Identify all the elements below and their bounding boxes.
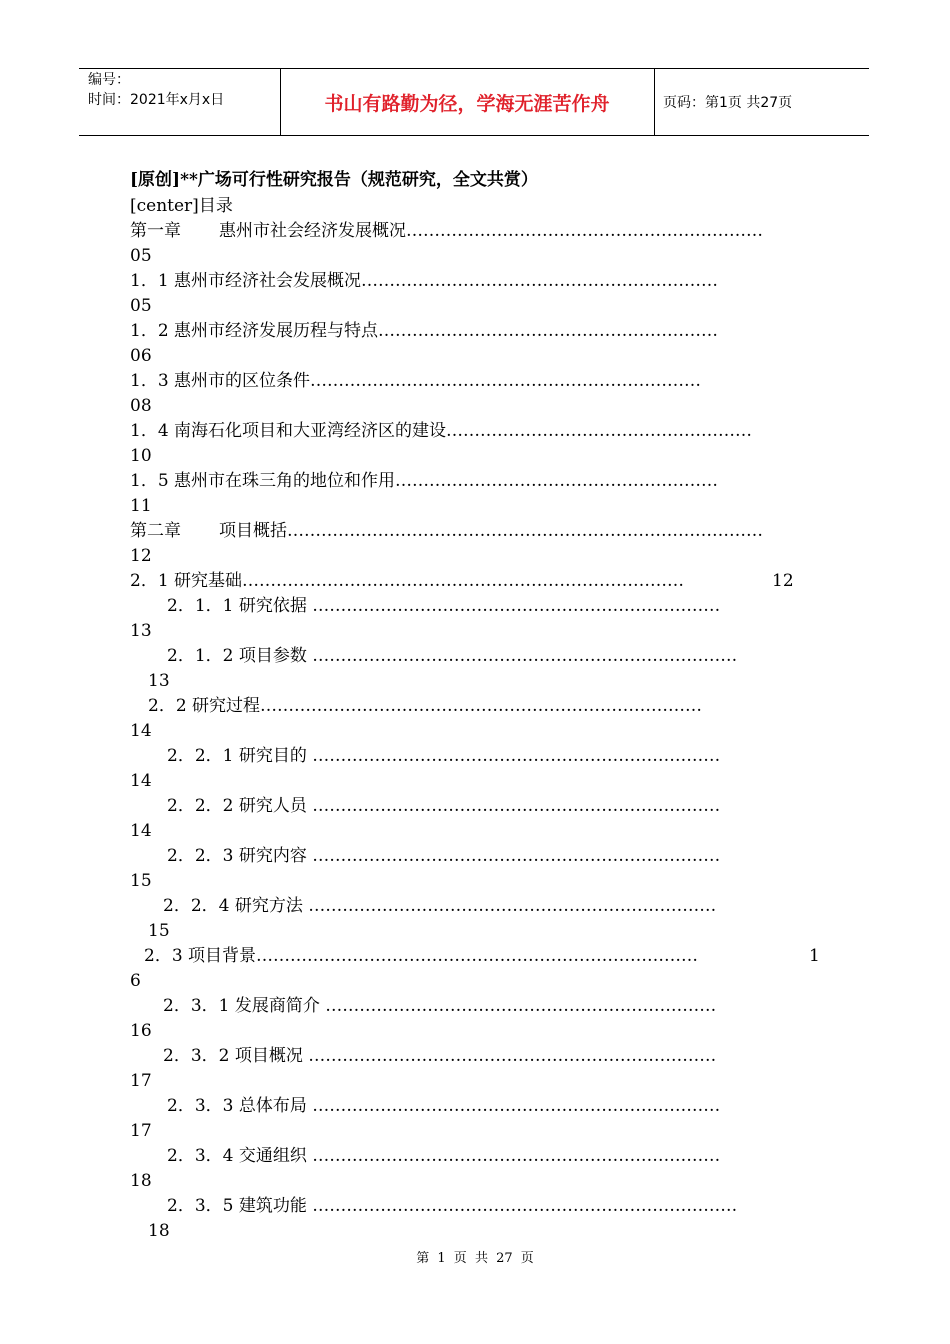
toc-entry[interactable] <box>144 944 698 968</box>
toc-leader-dots: ……………………………………………………………… <box>306 596 721 616</box>
toc-entry-title: 2．2．4 研究方法 <box>163 896 303 916</box>
toc-page-number: 15 <box>130 871 152 891</box>
toc-page-number: 10 <box>130 446 152 466</box>
toc-entry[interactable] <box>167 644 737 668</box>
toc-page-number: 18 <box>148 1221 170 1241</box>
toc-entry-title: 2．2 研究过程 <box>148 696 261 716</box>
toc-page-number: 15 <box>148 921 170 941</box>
page-footer <box>0 1247 950 1266</box>
toc-leader-dots: ……………………………………………… <box>446 421 753 441</box>
toc-entry[interactable] <box>130 469 718 493</box>
toc-entry[interactable] <box>130 519 763 543</box>
toc-entry[interactable] <box>130 269 718 293</box>
toc-entry[interactable] <box>130 219 763 243</box>
toc-page-number: 14 <box>130 771 152 791</box>
toc-entry-title: 2．1 研究基础 <box>130 571 243 591</box>
toc-entry[interactable] <box>167 744 720 768</box>
toc-page-number-wrap: 6 <box>130 971 141 991</box>
toc-page-number: 16 <box>130 1021 152 1041</box>
toc-entry[interactable] <box>167 1194 737 1218</box>
toc-entry[interactable] <box>167 794 720 818</box>
toc-entry-title: 惠州市社会经济发展概况 <box>219 221 406 241</box>
toc-chapter-label: 第二章 <box>130 521 181 541</box>
toc-entry-title: 2．1．2 项目参数 <box>167 646 307 666</box>
toc-entry-title: 2．2．3 研究内容 <box>167 846 307 866</box>
toc-leader-dots: ………………………………………………………………… <box>306 646 738 666</box>
toc-entry-title: 2．3．1 发展商简介 <box>163 996 320 1016</box>
toc-entry[interactable] <box>130 569 684 593</box>
toc-entry-title: 1．1 惠州市经济社会发展概况 <box>130 271 362 291</box>
toc-entry-title: 2．3．4 交通组织 <box>167 1146 307 1166</box>
header-meta <box>88 70 224 110</box>
toc-entry-title: 1．3 惠州市的区位条件 <box>130 371 311 391</box>
toc-page-number: 1 <box>809 946 820 966</box>
toc-leader-dots: ……………………………………………………………… <box>306 746 721 766</box>
toc-leader-dots: ……………………………………………………………… <box>306 796 721 816</box>
toc-page-number: 18 <box>130 1171 152 1191</box>
toc-leader-dots: ……………………………………………………… <box>361 271 719 291</box>
footer-page-unit: 页 <box>453 1251 467 1266</box>
toc-leader-dots: ………………………………………………………………… <box>306 1196 738 1216</box>
toc-page-number: 12 <box>130 546 152 566</box>
toc-entry[interactable] <box>163 894 716 918</box>
toc-entry[interactable] <box>167 594 720 618</box>
header-top-rule <box>79 68 869 69</box>
toc-entry-title: 1．5 惠州市在珠三角的地位和作用 <box>130 471 396 491</box>
toc-page-number: 08 <box>130 396 152 416</box>
doc-number-label: 编号： <box>88 72 130 88</box>
toc-entry[interactable] <box>163 1044 716 1068</box>
toc-leader-dots: …………………………………………………………… <box>310 371 702 391</box>
toc-leader-dots: ……………………………………………………………… <box>302 1046 717 1066</box>
toc-page-number: 14 <box>130 721 152 741</box>
toc-leader-dots: …………………………………………………………………… <box>256 946 699 966</box>
toc-entry-title: 2．3 项目背景 <box>144 946 257 966</box>
toc-leader-dots: ……………………………………………………………… <box>306 1096 721 1116</box>
toc-page-number: 13 <box>148 671 170 691</box>
toc-page-number: 17 <box>130 1071 152 1091</box>
footer-total-label: 共 <box>474 1251 488 1266</box>
toc-leader-dots: …………………………………………………………… <box>319 996 717 1016</box>
toc-entry-title: 2．3．2 项目概况 <box>163 1046 303 1066</box>
footer-total-unit: 页 <box>520 1251 534 1266</box>
toc-page-number: 11 <box>130 496 152 516</box>
toc-page-number: 12 <box>772 571 794 591</box>
toc-page-number: 05 <box>130 246 152 266</box>
toc-page-number: 13 <box>130 621 152 641</box>
toc-page-number: 06 <box>130 346 152 366</box>
toc-leader-dots: ……………………………………………………………… <box>306 846 721 866</box>
footer-total-number: 27 <box>496 1251 513 1266</box>
toc-heading: [center]目录 <box>130 196 233 216</box>
toc-leader-dots: ………………………………………………… <box>395 471 719 491</box>
toc-entry[interactable] <box>167 844 720 868</box>
toc-leader-dots: ……………………………………………………………… <box>302 896 717 916</box>
toc-entry-title: 2．1．1 研究依据 <box>167 596 307 616</box>
header-page-info: 页码：第1页 共27页 <box>663 95 793 111</box>
toc-entry-title: 1．2 惠州市经济发展历程与特点 <box>130 321 379 341</box>
toc-entry-title: 项目概括 <box>219 521 287 541</box>
toc-page-number: 05 <box>130 296 152 316</box>
toc-entry[interactable] <box>163 994 716 1018</box>
toc-entry[interactable] <box>167 1094 720 1118</box>
header-bottom-rule <box>79 135 869 136</box>
toc-leader-dots: ………………………………………………………………………… <box>287 521 763 541</box>
toc-page-number: 14 <box>130 821 152 841</box>
toc-entry[interactable] <box>130 369 701 393</box>
toc-entry[interactable] <box>130 319 718 343</box>
toc-leader-dots: ……………………………………………………………… <box>306 1146 721 1166</box>
toc-leader-dots: …………………………………………………… <box>378 321 719 341</box>
toc-entry-title: 2．3．5 建筑功能 <box>167 1196 307 1216</box>
footer-page-label: 第 <box>416 1251 430 1266</box>
toc-page-number: 17 <box>130 1121 152 1141</box>
toc-leader-dots: ……………………………………………………… <box>406 221 763 241</box>
toc-chapter-label: 第一章 <box>130 221 181 241</box>
document-title: [原创]**广场可行性研究报告（规范研究，全文共赏） <box>130 170 538 190</box>
toc-entry-title: 2．3．3 总体布局 <box>167 1096 307 1116</box>
toc-entry-title: 2．2．1 研究目的 <box>167 746 307 766</box>
toc-entry[interactable] <box>130 419 752 443</box>
header-motto: 书山有路勤为径，学海无涯苦作舟 <box>324 93 610 115</box>
toc-leader-dots: …………………………………………………………………… <box>260 696 703 716</box>
toc-entry[interactable] <box>167 1144 720 1168</box>
toc-leader-dots: …………………………………………………………………… <box>242 571 685 591</box>
toc-entry-title: 2．2．2 研究人员 <box>167 796 307 816</box>
footer-page-number: 1 <box>437 1251 446 1266</box>
header-divider-right <box>654 69 655 135</box>
toc-entry[interactable] <box>148 694 702 718</box>
toc-entry-title: 1．4 南海石化项目和大亚湾经济区的建设 <box>130 421 447 441</box>
doc-time-label: 时间：2021年x月x日 <box>88 92 225 108</box>
